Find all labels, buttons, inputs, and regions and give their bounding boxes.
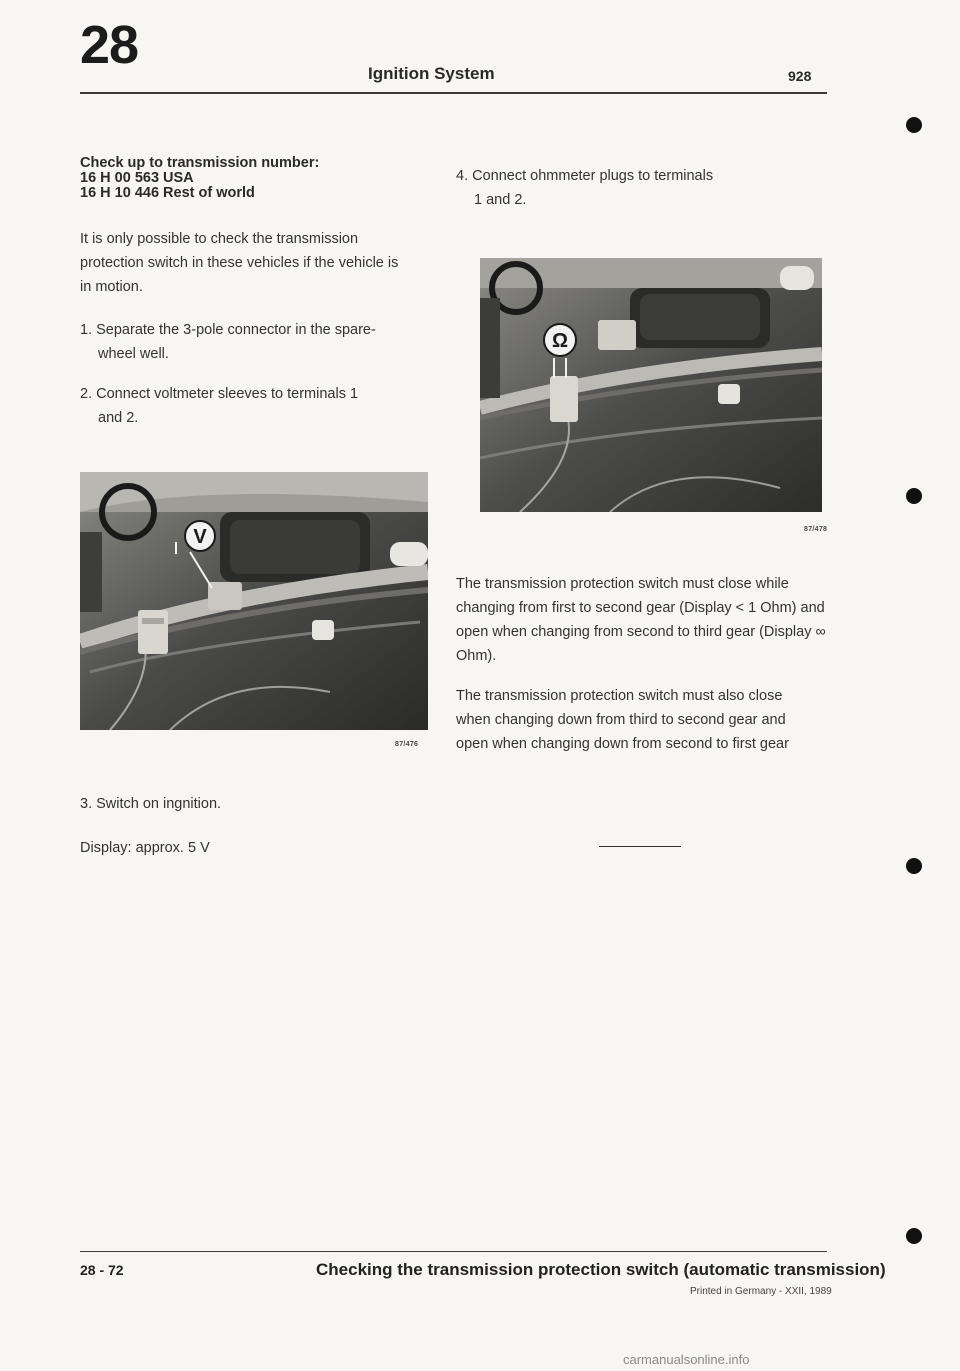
intro-paragraph: It is only possible to check the transmission protection switch in these vehicles if the vehicle is in motion. [80, 231, 399, 295]
header-rule [80, 92, 827, 94]
voltmeter-connection-photo [80, 472, 428, 730]
footer-title: Checking the transmission protection switch (automatic transmission) [316, 1260, 886, 1279]
figure-ref-left: 87/476 [395, 741, 419, 748]
printed-note: Printed in Germany - XXII, 1989 [690, 1286, 832, 1297]
chapter-number: 28 [80, 15, 139, 75]
ohmmeter-connection-photo [480, 258, 822, 512]
ohmmeter-symbol: Ω [551, 330, 569, 352]
model-number: 928 [788, 68, 812, 84]
step-2: 2. Connect voltmeter sleeves to terminals 1 and 2. [80, 386, 359, 426]
binder-hole-icon [906, 117, 922, 133]
step-1: 1. Separate the 3-pole connector in the spare- wheel well. [80, 322, 376, 362]
binder-hole-icon [906, 858, 922, 874]
voltmeter-symbol: V [193, 526, 207, 548]
page-number: 28 - 72 [80, 1262, 124, 1278]
check-heading: Check up to transmission number: 16 H 00 563 USA 16 H 10 446 Rest of world [80, 155, 320, 201]
downshift-paragraph: The transmission protection switch must also close when changing down from third to second gear and open when changing down from second to first gear [456, 688, 789, 752]
step-3: 3. Switch on ingnition. [80, 796, 222, 812]
figure-ref-right: 87/478 [804, 526, 828, 533]
header-title: Ignition System [368, 64, 495, 83]
footer-rule [80, 1251, 827, 1252]
close-open-paragraph: The transmission protection switch must close while changing from first to second gear (Display < 1 Ohm) and open when changing from second to third gear (Display ∞ Ohm). [456, 576, 826, 664]
display-voltage: Display: approx. 5 V [80, 840, 210, 856]
binder-hole-icon [906, 1228, 922, 1244]
step-4: 4. Connect ohmmeter plugs to terminals 1 and 2. [456, 168, 714, 208]
binder-hole-icon [906, 488, 922, 504]
watermark: carmanualsonline.info [623, 1352, 750, 1367]
section-end-rule [599, 846, 681, 847]
